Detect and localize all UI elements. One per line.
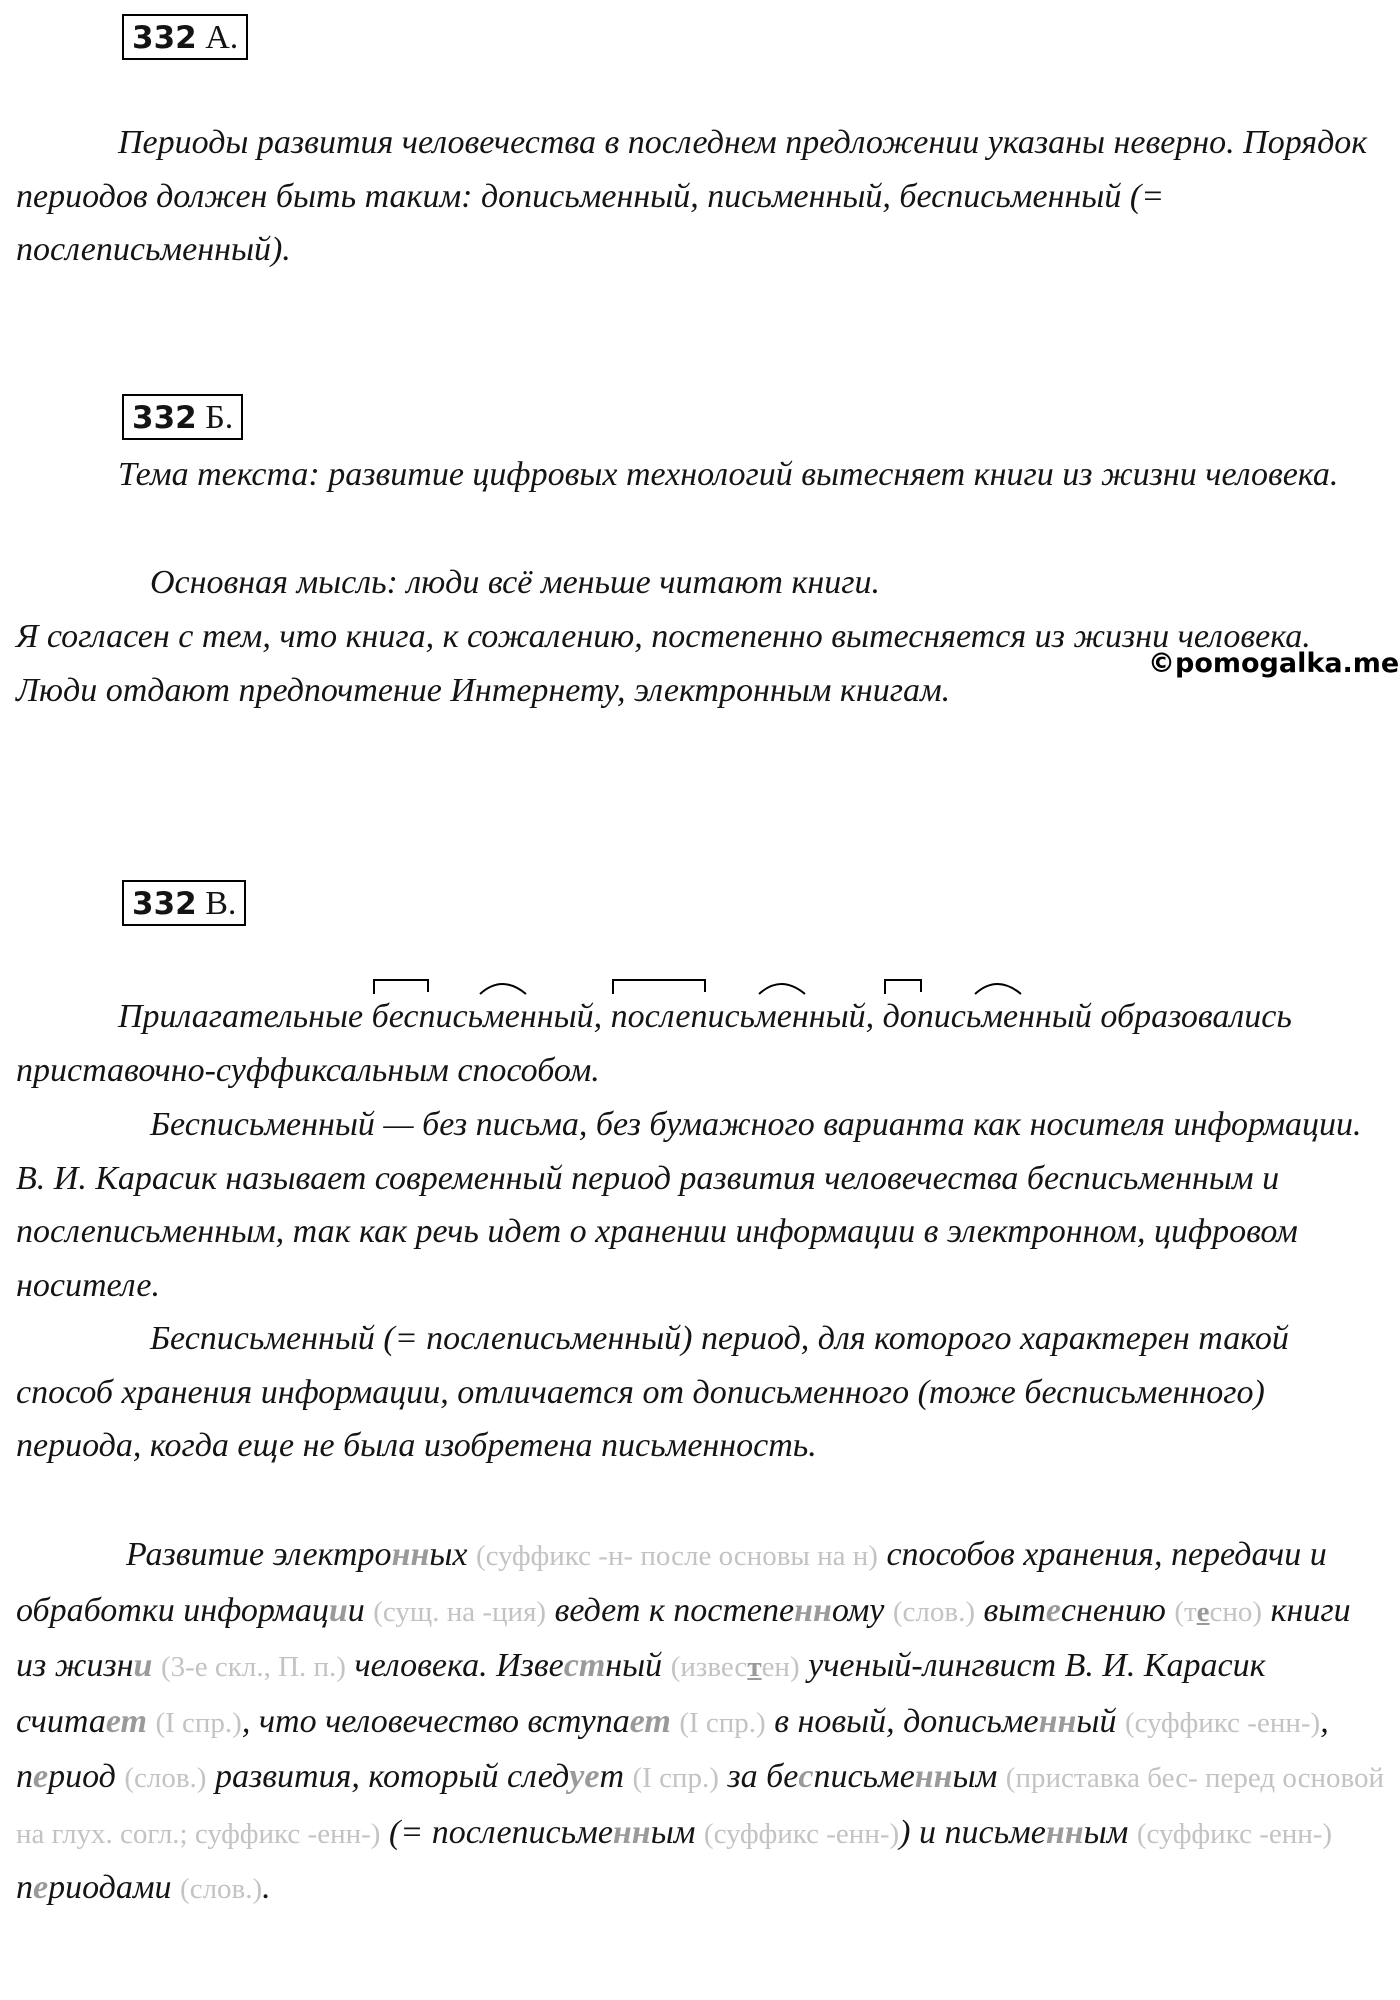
text-segment: ым (650, 1813, 696, 1851)
text-segment: ) и письме (899, 1813, 1046, 1851)
text-segment: ых (429, 1536, 468, 1573)
watermark: ©pomogalka.me (1148, 648, 1400, 679)
task-letter: Б. (205, 399, 234, 436)
suffix-morpheme: нн (791, 998, 826, 1035)
text-segment: ому (831, 1591, 885, 1629)
note-part: (извес (670, 1651, 748, 1683)
task-a-text: Периоды развития человечества в последнем предложении указаны неверно. Порядок периодов должен быть таким: дописьменный, письменный, бесписьменный (= послеписьменный). (16, 124, 1368, 268)
text-segment: ный (605, 1647, 663, 1684)
text-segment: развития, который след (214, 1758, 570, 1795)
task-number: 332 (132, 400, 197, 436)
suffix-morpheme: нн (519, 998, 554, 1035)
word-besp (372, 990, 594, 1044)
note-highlight: е (1196, 1595, 1210, 1628)
highlighted-letters: у (569, 1758, 585, 1795)
prefix-morpheme: бес (371, 998, 419, 1035)
task-letter: В. (205, 885, 237, 922)
highlighted-letters: нн (612, 1813, 651, 1851)
highlighted-letters: с (798, 1758, 814, 1795)
text-segment: риод (48, 1758, 116, 1795)
text-segment: книги из жизн (16, 1591, 1351, 1684)
morpheme-marks-2 (611, 976, 911, 996)
highlighted-letters: и (328, 1591, 348, 1629)
text-segment: . (262, 1869, 271, 1906)
spelling-note: (3-е скл., П. п.) (160, 1651, 346, 1683)
text-segment: (= послеписьме (388, 1813, 613, 1851)
prefix-morpheme: до (882, 998, 917, 1035)
text-segment: ым (952, 1758, 998, 1795)
task-c-adjectives (16, 990, 1386, 1097)
highlighted-letters: нн (914, 1758, 953, 1795)
task-b-main-idea (16, 556, 1386, 610)
text-segment: выт (983, 1591, 1046, 1629)
spelling-note: (слов.) (180, 1873, 263, 1905)
spelling-note: (сущ. на -ция) (373, 1595, 547, 1628)
note-highlight: т (747, 1651, 762, 1683)
task-b-theme (16, 448, 1386, 502)
note-part: сно) (1209, 1595, 1263, 1628)
task-number-332c (122, 880, 246, 926)
text-segment: ым (1083, 1813, 1129, 1851)
highlighted-letters: е (33, 1758, 49, 1795)
highlighted-letters: ет (105, 1702, 147, 1740)
suffix-arc (975, 984, 1021, 994)
main-idea-text: Основная мысль: люди всё меньше читают книги. (150, 564, 881, 601)
prefix-mark (885, 980, 921, 994)
highlighted-letters: ет (629, 1702, 671, 1740)
highlighted-letters: и (133, 1647, 153, 1684)
ending-morpheme: ый (553, 998, 594, 1035)
spelling-note: (I спр.) (155, 1706, 242, 1739)
spelling-note: (слов.) (124, 1762, 207, 1794)
note-part: (т (1174, 1595, 1197, 1628)
word-dop (883, 990, 1092, 1044)
spelling-note: (I спр.) (679, 1706, 766, 1739)
ending-morpheme: ый (825, 998, 866, 1035)
comma: , (865, 998, 875, 1035)
word-poslep (611, 990, 866, 1044)
text-segment: риодами (48, 1869, 172, 1906)
spelling-note: (суффикс -н- после основы на н) (475, 1540, 878, 1572)
note-part: ен) (761, 1651, 800, 1683)
suffix-arc (480, 984, 526, 994)
task-number-332a (122, 14, 248, 60)
highlighted-letters: е (33, 1869, 49, 1906)
text-segment: и (347, 1591, 365, 1629)
task-c-analysis (16, 1528, 1386, 1917)
suffix-morpheme: нн (1018, 998, 1052, 1035)
spelling-note: (слов.) (892, 1595, 975, 1628)
spelling-note (1174, 1596, 1262, 1628)
root-morpheme: письме (418, 998, 520, 1035)
ending-morpheme: ый (1051, 998, 1092, 1035)
task-c-para3 (16, 1312, 1386, 1473)
text-segment: п (16, 1869, 33, 1906)
spelling-note (671, 1651, 800, 1683)
text-segment: , п (16, 1702, 1329, 1795)
text-segment: , что человечество вступа (241, 1702, 630, 1740)
opinion-text: Я согласен с тем, что книга, к сожалению, постепенно вытесняется из жизни человека. Люди отдают предпочтение Интернету, электронным книгам. (16, 618, 1311, 709)
suffix-arc (759, 984, 805, 994)
task-number: 332 (132, 886, 197, 922)
highlighted-letters: нн (391, 1536, 430, 1573)
task-number: 332 (132, 20, 197, 56)
prefix-mark (374, 980, 428, 994)
spelling-note: (суффикс -енн-) (703, 1817, 900, 1850)
adjectives-rest: образовались приставочно-суффиксальным способом. (16, 998, 1292, 1089)
text-segment: человека. Изве (354, 1647, 564, 1684)
spelling-note: (суффикс -енн-) (1136, 1817, 1333, 1850)
highlighted-letters: нн (1038, 1702, 1077, 1740)
highlighted-letters: нн (794, 1591, 832, 1629)
task-a-answer (16, 116, 1386, 277)
task-number-332b (122, 394, 243, 440)
spelling-note: (I спр.) (632, 1762, 719, 1794)
highlighted-letters: нн (1045, 1813, 1084, 1851)
para2-text: Бесписьменный — без письма, без бумажного варианта как носителя информации. В. И. Карасик называет современный период развития человечества бесписьменным и послеписьменным, так как речь идет о хранении информации в электронном, цифровом носителе. (16, 1106, 1362, 1304)
comma: , (593, 998, 603, 1035)
text-segment: т (599, 1758, 624, 1795)
text-segment: ученый-лингвист В. И. Карасик счита (16, 1647, 1266, 1740)
text-segment: за бе (727, 1758, 799, 1795)
task-letter: А. (205, 19, 239, 56)
prefix-morpheme: после (610, 998, 691, 1035)
root-morpheme: письме (916, 998, 1019, 1035)
highlighted-letters: е (584, 1758, 600, 1795)
text-segment: ведет к постепе (554, 1591, 795, 1629)
theme-text: Тема текста: развитие цифровых технологий вытесняет книги из жизни человека. (118, 456, 1339, 493)
text-segment: в новый, дописьме (774, 1702, 1039, 1740)
text-segment: Развитие электро (126, 1536, 392, 1573)
text-segment: ый (1076, 1702, 1117, 1740)
para3-text: Бесписьменный (= послеписьменный) период, для которого характерен такой способ хранения информации, отличается от дописьменного (тоже бесписьменного) периода, когда еще не была изобретена письменность. (16, 1320, 1289, 1464)
prefix-mark (613, 980, 705, 994)
highlighted-letters: е (1045, 1591, 1061, 1629)
task-c-para2 (16, 1098, 1386, 1312)
text-segment: письме (813, 1758, 915, 1795)
morpheme-marks-3 (883, 976, 1143, 996)
spelling-note: (приставка бес- перед основой на глух. согл.; суффикс -енн-) (16, 1762, 1384, 1850)
adjectives-intro: Прилагательные (118, 998, 364, 1035)
highlighted-letters: ст (563, 1647, 606, 1684)
root-morpheme: письме (690, 998, 792, 1035)
text-segment: снению (1060, 1591, 1166, 1629)
spelling-note: (суффикс -енн-) (1124, 1706, 1321, 1739)
text-segment: способов хранения, передачи и обработки информац (16, 1536, 1327, 1629)
